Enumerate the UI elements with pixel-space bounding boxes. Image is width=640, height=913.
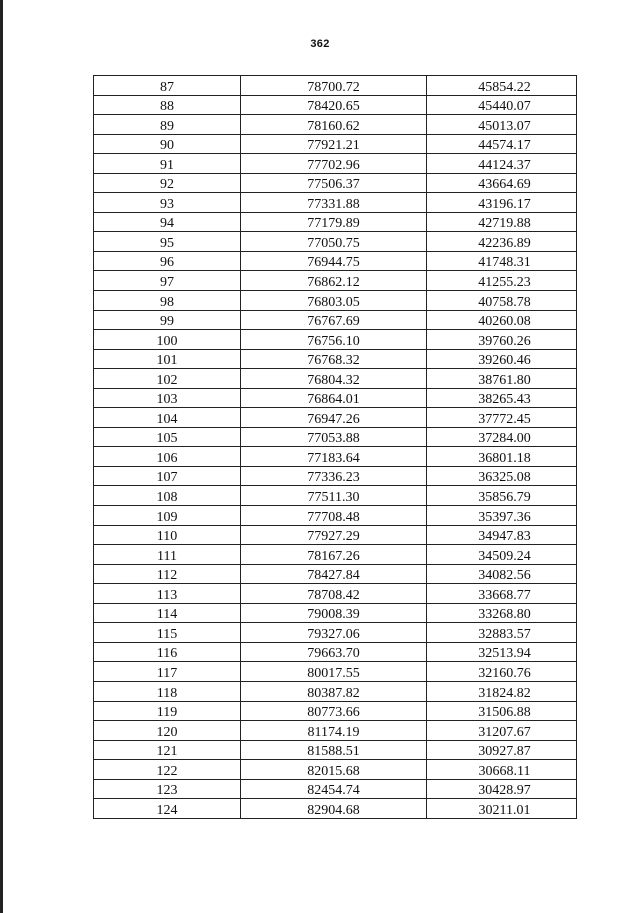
value-a-cell: 78700.72 <box>241 76 427 96</box>
value-b-cell: 30428.97 <box>427 779 577 799</box>
row-index-cell: 93 <box>94 193 241 213</box>
value-a-cell: 77331.88 <box>241 193 427 213</box>
row-index-cell: 116 <box>94 642 241 662</box>
table-row <box>94 525 577 545</box>
row-index-cell: 108 <box>94 486 241 506</box>
page-number: 362 <box>310 38 330 50</box>
row-index-cell: 115 <box>94 623 241 643</box>
value-a-cell: 77702.96 <box>241 154 427 174</box>
row-index-cell: 102 <box>94 369 241 389</box>
value-a-cell: 76862.12 <box>241 271 427 291</box>
table-row <box>94 154 577 174</box>
value-b-cell: 37772.45 <box>427 408 577 428</box>
value-b-cell: 35856.79 <box>427 486 577 506</box>
value-a-cell: 77921.21 <box>241 134 427 154</box>
table-row <box>94 799 577 819</box>
row-index-cell: 120 <box>94 721 241 741</box>
row-index-cell: 105 <box>94 427 241 447</box>
table-row <box>94 701 577 721</box>
row-index-cell: 92 <box>94 173 241 193</box>
value-b-cell: 33668.77 <box>427 584 577 604</box>
value-a-cell: 76947.26 <box>241 408 427 428</box>
value-b-cell: 30211.01 <box>427 799 577 819</box>
value-a-cell: 79008.39 <box>241 603 427 623</box>
table-row <box>94 291 577 311</box>
row-index-cell: 119 <box>94 701 241 721</box>
value-b-cell: 34082.56 <box>427 564 577 584</box>
row-index-cell: 109 <box>94 506 241 526</box>
table-row <box>94 369 577 389</box>
table-row <box>94 506 577 526</box>
table-row <box>94 330 577 350</box>
value-a-cell: 76944.75 <box>241 251 427 271</box>
row-index-cell: 88 <box>94 95 241 115</box>
row-index-cell: 122 <box>94 760 241 780</box>
row-index-cell: 118 <box>94 681 241 701</box>
row-index-cell: 91 <box>94 154 241 174</box>
value-a-cell: 78420.65 <box>241 95 427 115</box>
row-index-cell: 114 <box>94 603 241 623</box>
table-row <box>94 662 577 682</box>
table-row <box>94 232 577 252</box>
value-b-cell: 38761.80 <box>427 369 577 389</box>
value-a-cell: 80773.66 <box>241 701 427 721</box>
table-row <box>94 545 577 565</box>
table-row <box>94 740 577 760</box>
value-a-cell: 79327.06 <box>241 623 427 643</box>
row-index-cell: 121 <box>94 740 241 760</box>
row-index-cell: 94 <box>94 212 241 232</box>
table-row <box>94 271 577 291</box>
row-index-cell: 103 <box>94 388 241 408</box>
value-a-cell: 77506.37 <box>241 173 427 193</box>
table-row <box>94 134 577 154</box>
value-a-cell: 76804.32 <box>241 369 427 389</box>
value-a-cell: 78167.26 <box>241 545 427 565</box>
table-row <box>94 310 577 330</box>
value-b-cell: 45440.07 <box>427 95 577 115</box>
value-a-cell: 80017.55 <box>241 662 427 682</box>
data-table <box>93 75 577 819</box>
row-index-cell: 87 <box>94 76 241 96</box>
row-index-cell: 89 <box>94 115 241 135</box>
value-a-cell: 76864.01 <box>241 388 427 408</box>
row-index-cell: 90 <box>94 134 241 154</box>
table-row <box>94 486 577 506</box>
row-index-cell: 124 <box>94 799 241 819</box>
row-index-cell: 97 <box>94 271 241 291</box>
value-a-cell: 76803.05 <box>241 291 427 311</box>
row-index-cell: 111 <box>94 545 241 565</box>
row-index-cell: 106 <box>94 447 241 467</box>
table-row <box>94 642 577 662</box>
table-row <box>94 76 577 96</box>
value-a-cell: 82015.68 <box>241 760 427 780</box>
value-a-cell: 81174.19 <box>241 721 427 741</box>
value-a-cell: 77511.30 <box>241 486 427 506</box>
value-a-cell: 78160.62 <box>241 115 427 135</box>
table-row <box>94 212 577 232</box>
value-b-cell: 42719.88 <box>427 212 577 232</box>
value-a-cell: 77708.48 <box>241 506 427 526</box>
table-row <box>94 349 577 369</box>
value-a-cell: 76756.10 <box>241 330 427 350</box>
table-row <box>94 408 577 428</box>
value-b-cell: 34509.24 <box>427 545 577 565</box>
scan-edge <box>0 0 3 913</box>
value-b-cell: 42236.89 <box>427 232 577 252</box>
value-b-cell: 38265.43 <box>427 388 577 408</box>
value-a-cell: 81588.51 <box>241 740 427 760</box>
table-row <box>94 447 577 467</box>
row-index-cell: 98 <box>94 291 241 311</box>
value-a-cell: 78708.42 <box>241 584 427 604</box>
value-b-cell: 31824.82 <box>427 681 577 701</box>
row-index-cell: 99 <box>94 310 241 330</box>
value-b-cell: 30668.11 <box>427 760 577 780</box>
value-b-cell: 31506.88 <box>427 701 577 721</box>
value-b-cell: 32160.76 <box>427 662 577 682</box>
value-a-cell: 76767.69 <box>241 310 427 330</box>
value-a-cell: 77336.23 <box>241 466 427 486</box>
table-row <box>94 564 577 584</box>
table-row <box>94 760 577 780</box>
table-row <box>94 251 577 271</box>
value-b-cell: 30927.87 <box>427 740 577 760</box>
table-row <box>94 466 577 486</box>
value-b-cell: 43196.17 <box>427 193 577 213</box>
value-b-cell: 36801.18 <box>427 447 577 467</box>
table-row <box>94 779 577 799</box>
table-row <box>94 388 577 408</box>
value-b-cell: 33268.80 <box>427 603 577 623</box>
value-a-cell: 82454.74 <box>241 779 427 799</box>
value-a-cell: 77927.29 <box>241 525 427 545</box>
table-row <box>94 95 577 115</box>
table-row <box>94 115 577 135</box>
value-b-cell: 37284.00 <box>427 427 577 447</box>
value-a-cell: 77050.75 <box>241 232 427 252</box>
value-b-cell: 41255.23 <box>427 271 577 291</box>
value-b-cell: 31207.67 <box>427 721 577 741</box>
row-index-cell: 104 <box>94 408 241 428</box>
table-row <box>94 721 577 741</box>
table-row <box>94 603 577 623</box>
value-a-cell: 77179.89 <box>241 212 427 232</box>
row-index-cell: 110 <box>94 525 241 545</box>
table-row <box>94 681 577 701</box>
row-index-cell: 100 <box>94 330 241 350</box>
row-index-cell: 117 <box>94 662 241 682</box>
value-a-cell: 77053.88 <box>241 427 427 447</box>
table-row <box>94 623 577 643</box>
value-a-cell: 80387.82 <box>241 681 427 701</box>
row-index-cell: 96 <box>94 251 241 271</box>
table-body <box>94 76 577 819</box>
row-index-cell: 107 <box>94 466 241 486</box>
table-row <box>94 173 577 193</box>
value-b-cell: 44124.37 <box>427 154 577 174</box>
value-a-cell: 78427.84 <box>241 564 427 584</box>
value-b-cell: 40260.08 <box>427 310 577 330</box>
value-b-cell: 39760.26 <box>427 330 577 350</box>
value-b-cell: 45013.07 <box>427 115 577 135</box>
value-a-cell: 79663.70 <box>241 642 427 662</box>
value-b-cell: 41748.31 <box>427 251 577 271</box>
table-row <box>94 193 577 213</box>
value-b-cell: 40758.78 <box>427 291 577 311</box>
table-row <box>94 584 577 604</box>
value-b-cell: 39260.46 <box>427 349 577 369</box>
value-b-cell: 32513.94 <box>427 642 577 662</box>
row-index-cell: 113 <box>94 584 241 604</box>
value-b-cell: 36325.08 <box>427 466 577 486</box>
value-a-cell: 77183.64 <box>241 447 427 467</box>
value-b-cell: 34947.83 <box>427 525 577 545</box>
value-a-cell: 82904.68 <box>241 799 427 819</box>
row-index-cell: 101 <box>94 349 241 369</box>
value-b-cell: 32883.57 <box>427 623 577 643</box>
value-b-cell: 35397.36 <box>427 506 577 526</box>
row-index-cell: 112 <box>94 564 241 584</box>
value-b-cell: 44574.17 <box>427 134 577 154</box>
value-b-cell: 45854.22 <box>427 76 577 96</box>
row-index-cell: 95 <box>94 232 241 252</box>
value-b-cell: 43664.69 <box>427 173 577 193</box>
value-a-cell: 76768.32 <box>241 349 427 369</box>
row-index-cell: 123 <box>94 779 241 799</box>
table-row <box>94 427 577 447</box>
